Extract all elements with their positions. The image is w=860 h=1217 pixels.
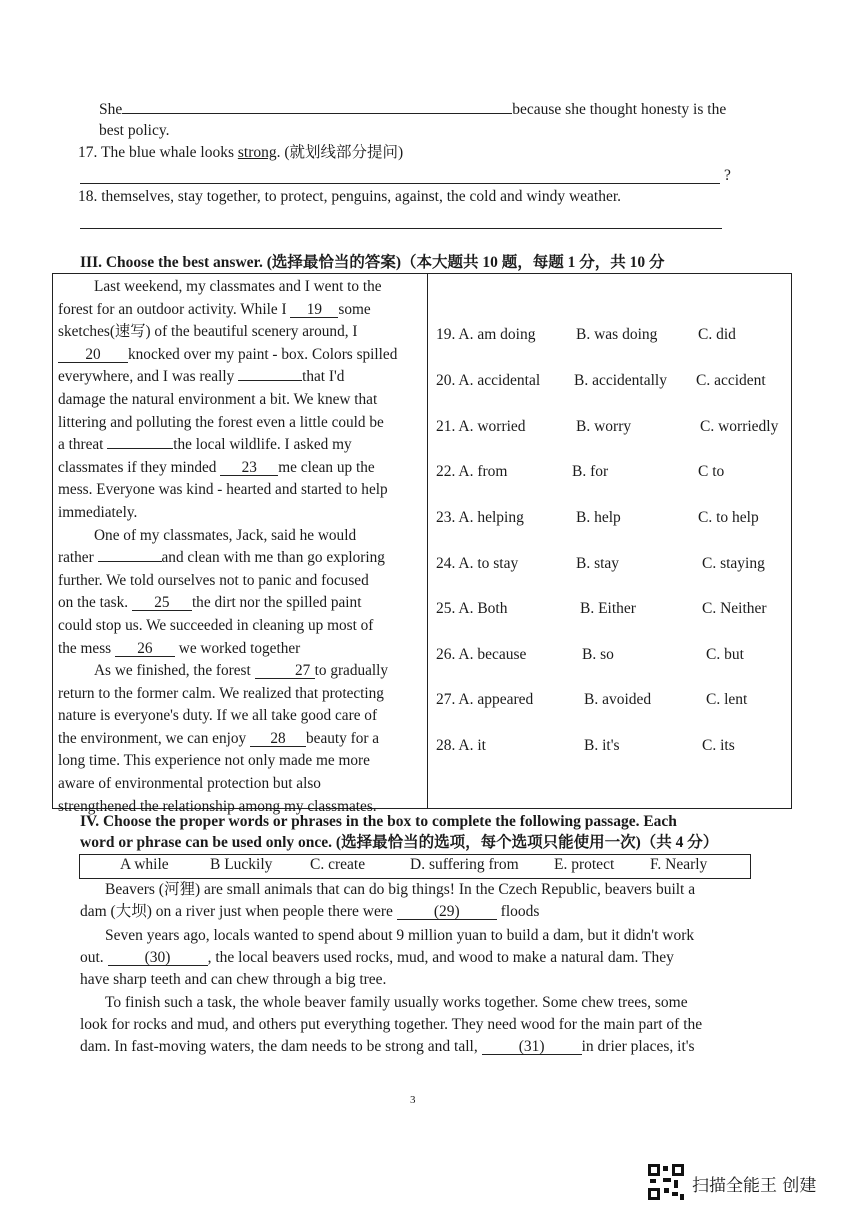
option-23a[interactable]: 23. A. helping — [436, 509, 524, 526]
section-4-heading-line2: word or phrase can be used only once. (选择最恰当的选项，每个选项只能使用一次)（共 4 分） — [80, 834, 719, 851]
q17-answer-line[interactable] — [80, 183, 720, 184]
q16-continuation: best policy. — [99, 122, 170, 139]
beaver-p3-line3: dam. In fast-moving waters, the dam needs to be strong and tall, (31) in drier places, it's — [80, 1038, 695, 1055]
option-23c[interactable]: C. to help — [698, 509, 759, 526]
blank-19[interactable]: 19 — [290, 303, 338, 318]
beaver-p2-line3: have sharp teeth and can chew through a big tree. — [80, 971, 387, 988]
q16-answer-blank[interactable] — [122, 98, 512, 114]
blank-23[interactable]: 23 — [220, 461, 278, 476]
qr-code-icon — [648, 1164, 684, 1200]
option-26c[interactable]: C. but — [706, 646, 744, 663]
beaver-p3-line2: look for rocks and mud, and others put everything together. They need wood for the main part of the — [80, 1016, 703, 1033]
option-21b[interactable]: B. worry — [576, 418, 632, 435]
blank-29[interactable]: (29) — [397, 905, 497, 920]
option-27a[interactable]: 27. A. appeared — [436, 691, 534, 708]
beaver-p3-line1: To finish such a task, the whole beaver family usually works together. Some chew trees, some — [105, 994, 688, 1011]
blank-21[interactable] — [238, 380, 302, 381]
word-option-c: C. create — [310, 856, 366, 873]
option-20b[interactable]: B. accidentally — [574, 372, 667, 389]
blank-27[interactable]: 27 — [255, 664, 315, 679]
blank-30[interactable]: (30) — [108, 951, 208, 966]
q18-prompt: 18. themselves, stay together, to protect, penguins, against, the cold and windy weather. — [78, 188, 622, 205]
word-option-a: A while — [120, 856, 169, 873]
section-3-heading: III. Choose the best answer. (选择最恰当的答案)（本大题共 10 题，每题 1 分，共 10 分 — [80, 254, 665, 271]
option-24b[interactable]: B. stay — [576, 555, 620, 572]
q16-line: She because she thought honesty is the — [99, 98, 726, 121]
cloze-passage: Last weekend, my classmates and I went to the forest for an outdoor activity. While I 19 some sketches(速写) of the beautiful scenery around, I 20 knocked over my paint - box. Colors spilled everywhere, and I was really that I'd damage the natural environment a bit. We knew that littering and polluting the forest even a little could be a threat the local wildlife. I asked my classmates if they minded 23 me clean up the mess. Everyone was kind - hearted and started to help immediately. One of my classmates, Jack, said he would rather and clean with me than go exploring further. We told ourselves not to panic and focused on the task. 25 the dirt nor the spilled paint could stop us. We succeeded in cleaning up most of the mess 26 we worked together As we finished, the forest 27 to gradually return to the former calm. We realized that protecting nature is everyone's duty. If we all take good care of the environment, we can enjoy 28 beauty for a long time. This experience not only made me more aware of environmental protection but also strengthened the relationship among my classmates. — [58, 278, 398, 815]
option-24c[interactable]: C. staying — [702, 555, 765, 572]
section-4-heading-line1: IV. Choose the proper words or phrases in the box to complete the following passage. Each — [80, 813, 677, 830]
blank-25[interactable]: 25 — [132, 596, 192, 611]
blank-22[interactable] — [107, 448, 173, 449]
scanner-watermark-text: 扫描全能王 创建 — [692, 1176, 817, 1196]
option-19c[interactable]: C. did — [698, 326, 736, 343]
option-26b[interactable]: B. so — [582, 646, 614, 663]
option-19b[interactable]: B. was doing — [576, 326, 658, 343]
beaver-p1-line2: dam (大坝) on a river just when people there were (29) floods — [80, 903, 540, 920]
blank-28[interactable]: 28 — [250, 732, 306, 747]
option-19a[interactable]: 19. A. am doing — [436, 326, 536, 343]
blank-31[interactable]: (31) — [482, 1040, 582, 1055]
option-21c[interactable]: C. worriedly — [700, 418, 779, 435]
option-24a[interactable]: 24. A. to stay — [436, 555, 519, 572]
option-22b[interactable]: B. for — [572, 463, 609, 480]
option-28b[interactable]: B. it's — [584, 737, 620, 754]
option-21a[interactable]: 21. A. worried — [436, 418, 526, 435]
word-option-f: F. Nearly — [650, 856, 708, 873]
word-option-e: E. protect — [554, 856, 615, 873]
beaver-p2-line2: out. (30) , the local beavers used rocks, mud, and wood to make a natural dam. They — [80, 949, 674, 966]
option-25c[interactable]: C. Neither — [702, 600, 767, 617]
table-divider — [427, 273, 428, 809]
q18-answer-line[interactable] — [80, 228, 722, 229]
option-22c[interactable]: C to — [698, 463, 725, 480]
blank-26[interactable]: 26 — [115, 642, 175, 657]
option-23b[interactable]: B. help — [576, 509, 621, 526]
option-25b[interactable]: B. Either — [580, 600, 636, 617]
option-28a[interactable]: 28. A. it — [436, 737, 486, 754]
blank-20[interactable]: 20 — [58, 348, 128, 363]
blank-24[interactable] — [98, 561, 162, 562]
option-20a[interactable]: 20. A. accidental — [436, 372, 541, 389]
beaver-p2-line1: Seven years ago, locals wanted to spend about 9 million yuan to build a dam, but it didn't work — [105, 927, 695, 944]
q17-prompt: 17. The blue whale looks strong. (就划线部分提问) — [78, 144, 404, 161]
option-20c[interactable]: C. accident — [696, 372, 766, 389]
beaver-p1-line1: Beavers (河狸) are small animals that can do big things! In the Czech Republic, beavers built a — [105, 881, 696, 898]
q17-question-mark: ? — [724, 167, 731, 184]
option-26a[interactable]: 26. A. because — [436, 646, 527, 663]
option-28c[interactable]: C. its — [702, 737, 735, 754]
option-27b[interactable]: B. avoided — [584, 691, 652, 708]
page-number: 3 — [410, 1094, 416, 1106]
word-option-d: D. suffering from — [410, 856, 519, 873]
option-25a[interactable]: 25. A. Both — [436, 600, 508, 617]
word-option-b: B Luckily — [210, 856, 273, 873]
option-27c[interactable]: C. lent — [706, 691, 748, 708]
q17-underlined-word: strong — [237, 144, 277, 161]
option-22a[interactable]: 22. A. from — [436, 463, 508, 480]
